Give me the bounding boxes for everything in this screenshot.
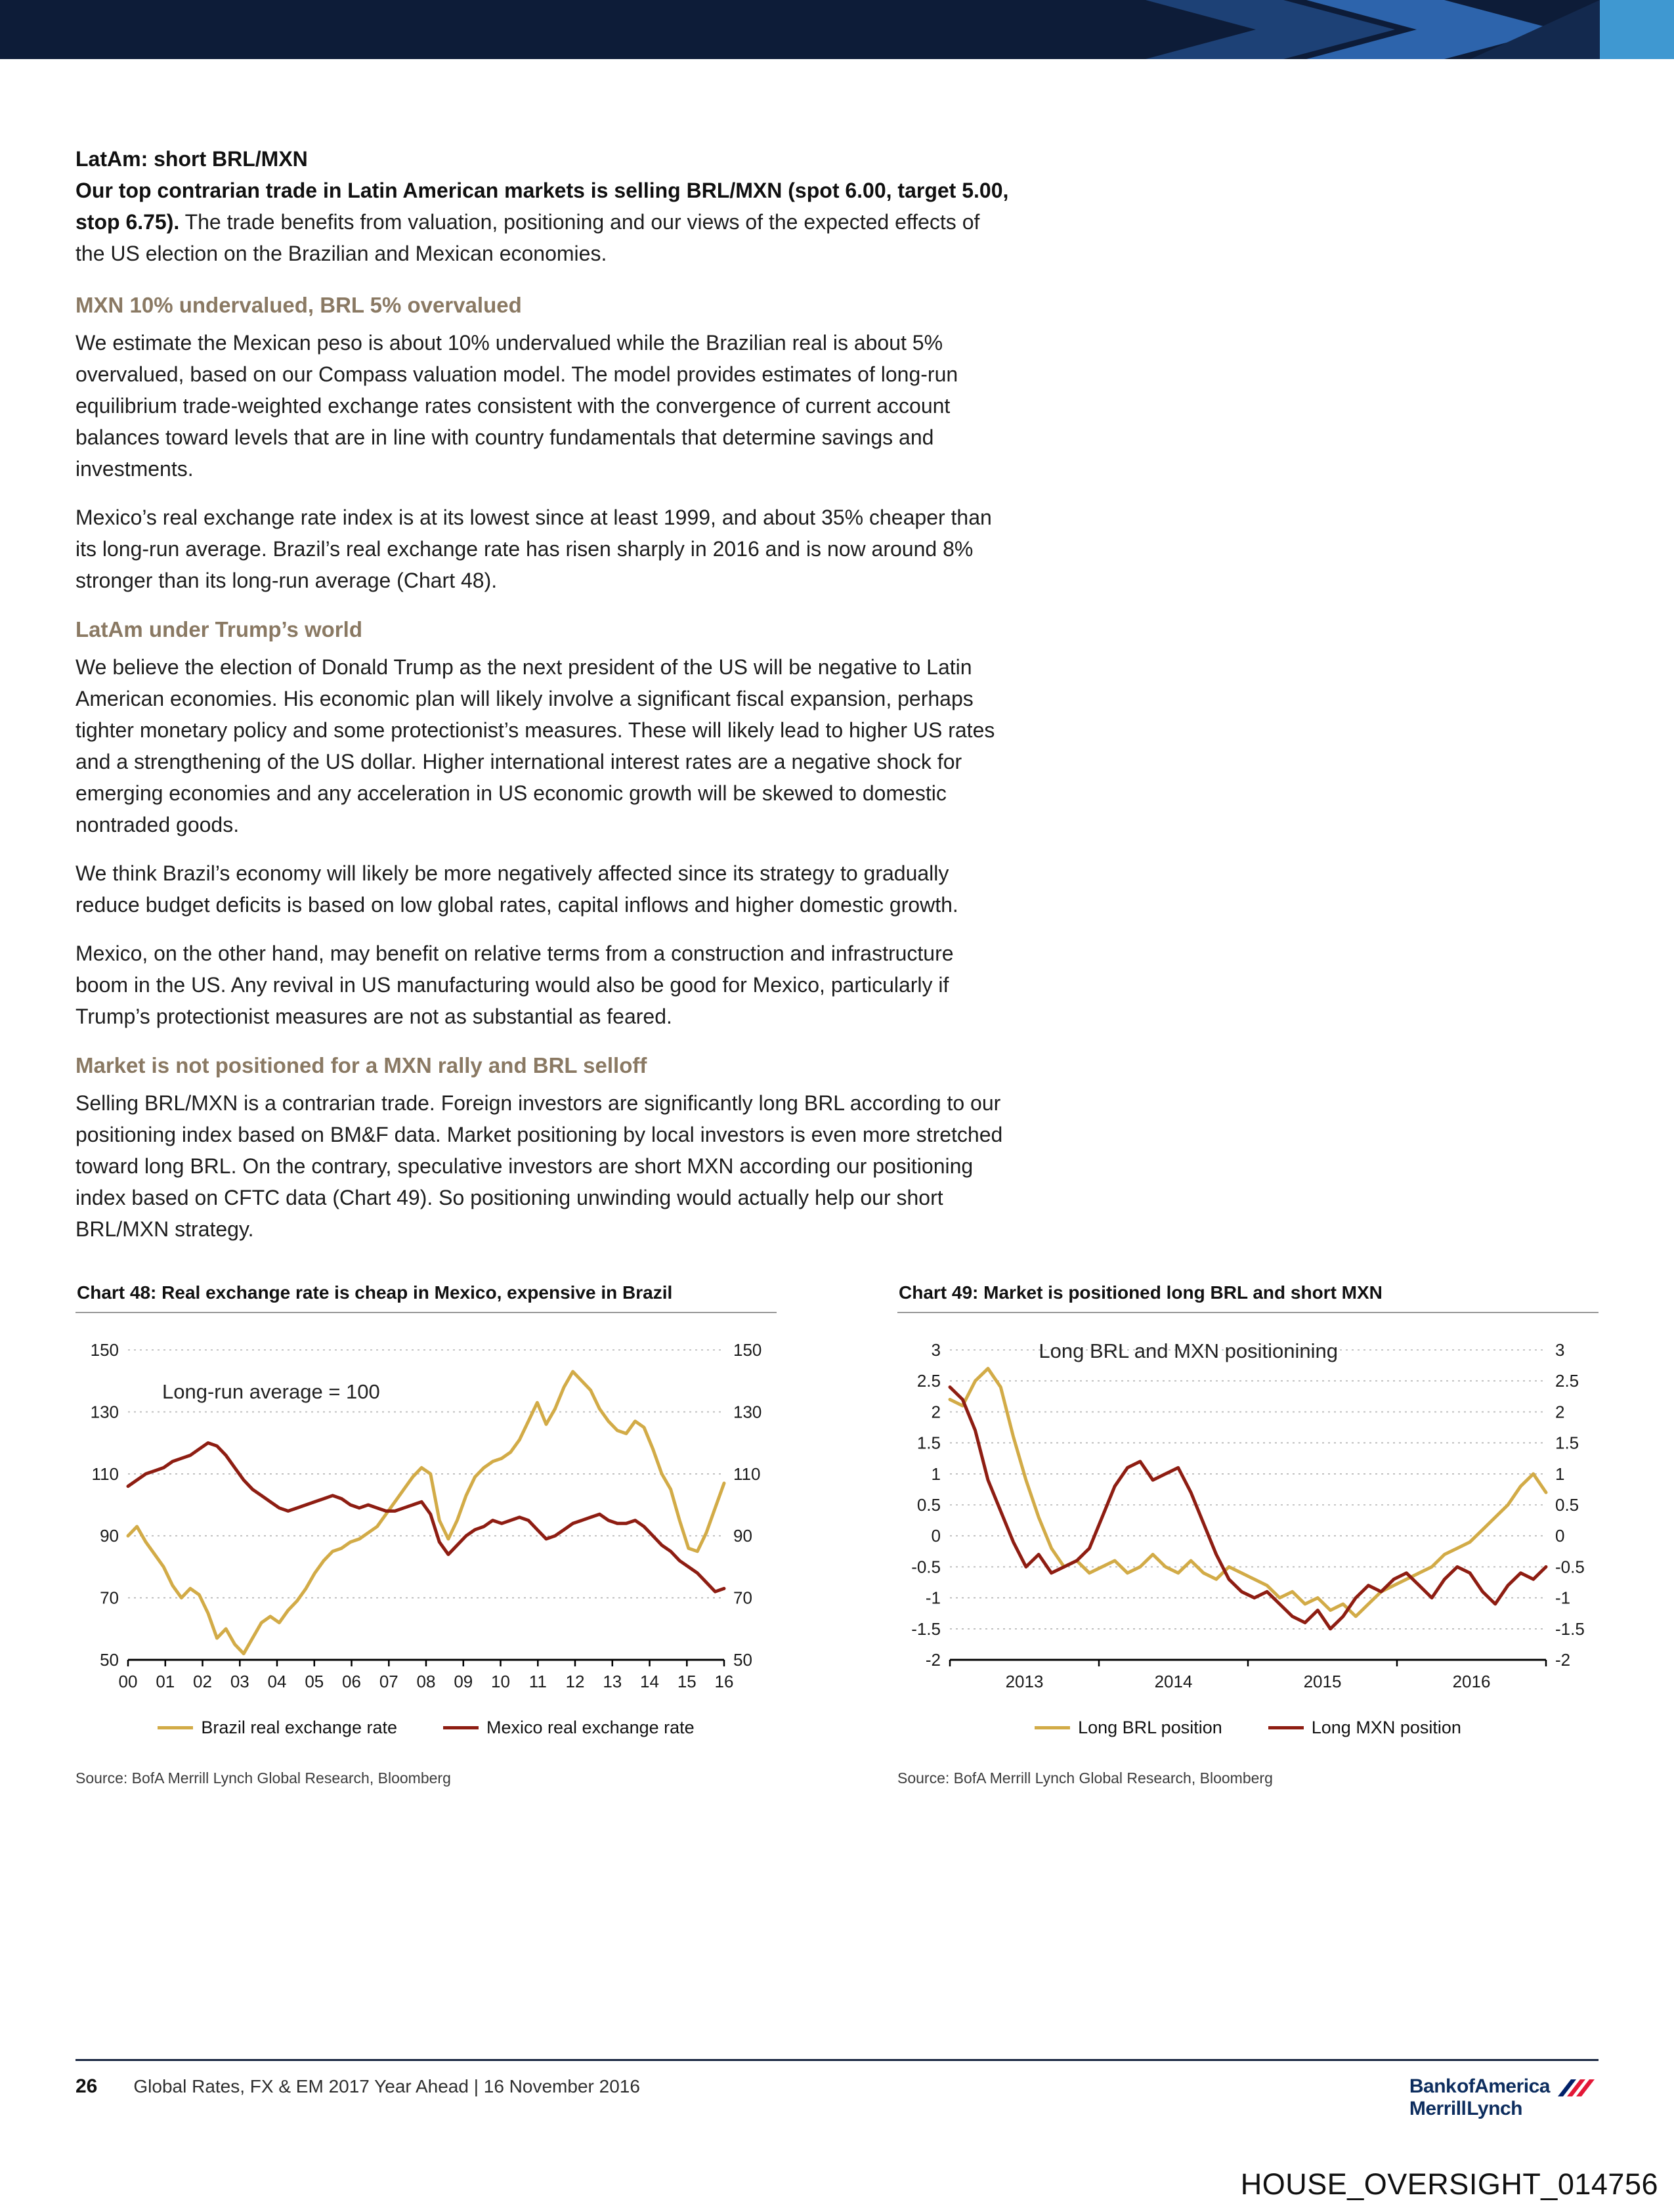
lead-paragraph <box>75 175 1011 269</box>
chart48-source: Source: BofA Merrill Lynch Global Research, Bloomberg <box>75 1769 451 1787</box>
svg-text:00: 00 <box>118 1672 138 1691</box>
svg-text:-1.5: -1.5 <box>911 1618 941 1639</box>
chart49-plot <box>897 1330 1599 1698</box>
svg-text:06: 06 <box>342 1672 361 1691</box>
svg-text:-2: -2 <box>1555 1650 1571 1670</box>
svg-text:05: 05 <box>305 1672 324 1691</box>
top-banner <box>0 0 1674 59</box>
svg-text:10: 10 <box>491 1672 510 1691</box>
chart-49 <box>897 1282 1599 1787</box>
page-content <box>0 59 1674 1787</box>
chart48-legend <box>75 1718 777 1738</box>
legend-item-brazil <box>158 1718 397 1738</box>
footer-title: Global Rates, FX & EM 2017 Year Ahead | 16 November 2016 <box>133 2076 640 2096</box>
paragraph: Mexico, on the other hand, may benefit on relative terms from a construction and infrastructure boom in the US. Any revival in US manufacturing would also be good for Mexico, particularly if Trump’s protectionist measures are not as substantial as feared. <box>75 942 954 1028</box>
svg-text:-0.5: -0.5 <box>911 1557 941 1577</box>
article-title: LatAm: short BRL/MXN <box>75 147 308 171</box>
brand-line2: Merrill Lynch <box>1409 2098 1522 2119</box>
charts-row <box>75 1282 1599 1787</box>
svg-text:130: 130 <box>733 1402 762 1422</box>
svg-text:Long BRL and MXN positionining: Long BRL and MXN positionining <box>1039 1339 1338 1362</box>
svg-text:01: 01 <box>156 1672 175 1691</box>
svg-text:70: 70 <box>100 1588 119 1608</box>
svg-text:2: 2 <box>931 1402 941 1422</box>
svg-text:14: 14 <box>640 1672 659 1691</box>
svg-text:3: 3 <box>1555 1340 1565 1360</box>
brand-wordmark <box>1409 2075 1550 2120</box>
legend-swatch-mexico <box>443 1726 479 1729</box>
bofa-flag-icon <box>1556 2075 1599 2102</box>
legend-swatch-long-mxn <box>1268 1726 1304 1729</box>
svg-text:150: 150 <box>733 1340 762 1360</box>
svg-text:-1: -1 <box>925 1588 941 1608</box>
svg-text:0.5: 0.5 <box>1555 1495 1579 1515</box>
svg-text:1: 1 <box>931 1464 941 1484</box>
chart48-plot <box>75 1330 777 1698</box>
page-footer <box>75 2059 1599 2120</box>
legend-label-long-mxn: Long MXN position <box>1311 1718 1461 1737</box>
section-positioning <box>75 1049 1011 1245</box>
svg-text:3: 3 <box>931 1340 941 1360</box>
chart48-title: Chart 48: Real exchange rate is cheap in Mexico, expensive in Brazil <box>75 1282 777 1313</box>
svg-text:Long-run average = 100: Long-run average = 100 <box>162 1380 380 1403</box>
page-number: 26 <box>75 2075 98 2097</box>
svg-text:70: 70 <box>733 1588 752 1608</box>
svg-text:2013: 2013 <box>1005 1672 1044 1691</box>
legend-swatch-brazil <box>158 1726 193 1729</box>
footer-left <box>75 2075 640 2098</box>
svg-text:50: 50 <box>733 1650 752 1670</box>
svg-text:-2: -2 <box>925 1650 941 1670</box>
svg-text:-0.5: -0.5 <box>1555 1557 1585 1577</box>
svg-text:1.5: 1.5 <box>916 1433 941 1453</box>
svg-text:16: 16 <box>714 1672 734 1691</box>
svg-text:1.5: 1.5 <box>1555 1433 1579 1453</box>
svg-text:130: 130 <box>90 1402 119 1422</box>
brand-line1: Bank of America <box>1409 2075 1550 2097</box>
svg-text:110: 110 <box>91 1464 119 1484</box>
svg-text:1: 1 <box>1555 1464 1565 1484</box>
svg-text:03: 03 <box>230 1672 249 1691</box>
legend-item-long-brl <box>1035 1718 1222 1738</box>
paragraph: Selling BRL/MXN is a contrarian trade. Foreign investors are significantly long BRL according to our positioning index based on BM&F data. Market positioning by local investors is even more stretched toward long BRL. On the contrary, speculative investors are short MXN according our positioning index based on CFTC data (Chart 49). So positioning unwinding would actually help our short BRL/MXN strategy. <box>75 1091 1003 1241</box>
section-valuation <box>75 289 1011 596</box>
chart49-legend <box>897 1718 1599 1738</box>
svg-text:11: 11 <box>528 1672 547 1691</box>
lead-regular-text: The trade benefits from valuation, positioning and our views of the expected effects of the US election on the Brazilian and Mexican economies. <box>75 210 980 265</box>
legend-label-mexico: Mexico real exchange rate <box>486 1718 695 1737</box>
svg-text:2016: 2016 <box>1452 1672 1491 1691</box>
legend-label-brazil: Brazil real exchange rate <box>201 1718 397 1737</box>
paragraph: We think Brazil’s economy will likely be more negatively affected since its strategy to gradually reduce budget deficits is based on low global rates, capital inflows and higher domestic growth. <box>75 861 958 917</box>
svg-text:2015: 2015 <box>1303 1672 1342 1691</box>
legend-swatch-long-brl <box>1035 1726 1070 1729</box>
watermark-text: HOUSE_OVERSIGHT_014756 <box>1240 2167 1658 2201</box>
lead-bold-text: Our top contrarian trade in Latin American markets is selling BRL/MXN (spot 6.00, target 5.00, stop 6.75). <box>75 179 1009 234</box>
svg-text:90: 90 <box>100 1526 119 1546</box>
banner-corner-square <box>1600 0 1674 59</box>
svg-text:12: 12 <box>565 1672 585 1691</box>
chart49-source: Source: BofA Merrill Lynch Global Research, Bloomberg <box>897 1769 1273 1787</box>
svg-text:0.5: 0.5 <box>916 1495 941 1515</box>
chart49-title: Chart 49: Market is positioned long BRL and short MXN <box>897 1282 1599 1313</box>
legend-label-long-brl: Long BRL position <box>1078 1718 1222 1737</box>
svg-text:150: 150 <box>90 1340 119 1360</box>
svg-text:90: 90 <box>733 1526 752 1546</box>
svg-text:15: 15 <box>677 1672 697 1691</box>
svg-text:2.5: 2.5 <box>916 1371 941 1391</box>
chart-48 <box>75 1282 777 1787</box>
paragraph: We estimate the Mexican peso is about 10% undervalued while the Brazilian real is about 5% overvalued, based on our Compass valuation model. The model provides estimates of long-run equilibrium trade-weighted exchange rates consistent with the convergence of current account balances toward levels that are in line with country fundamentals that determine savings and investments. <box>75 331 958 481</box>
legend-item-long-mxn <box>1268 1718 1461 1738</box>
section-heading-positioning: Market is not positioned for a MXN rally and BRL selloff <box>75 1053 647 1077</box>
section-heading-valuation: MXN 10% undervalued, BRL 5% overvalued <box>75 293 522 317</box>
svg-text:2.5: 2.5 <box>1555 1371 1579 1391</box>
svg-text:0: 0 <box>931 1526 941 1546</box>
paragraph: Mexico’s real exchange rate index is at its lowest since at least 1999, and about 35% cheaper than its long-run average. Brazil’s real exchange rate has risen sharply in 2016 and is now around 8% stronger than its long-run average (Chart 48). <box>75 506 992 592</box>
svg-text:08: 08 <box>416 1672 436 1691</box>
svg-text:09: 09 <box>454 1672 473 1691</box>
svg-text:110: 110 <box>733 1464 761 1484</box>
legend-item-mexico <box>443 1718 695 1738</box>
svg-text:02: 02 <box>193 1672 212 1691</box>
article-text-column <box>75 143 1011 1245</box>
svg-text:2: 2 <box>1555 1402 1565 1422</box>
svg-text:04: 04 <box>267 1672 287 1691</box>
svg-text:13: 13 <box>603 1672 622 1691</box>
svg-text:2014: 2014 <box>1154 1672 1193 1691</box>
section-trump-world <box>75 613 1011 1032</box>
section-heading-trump-world: LatAm under Trump’s world <box>75 617 362 641</box>
svg-text:07: 07 <box>379 1672 398 1691</box>
paragraph: We believe the election of Donald Trump as the next president of the US will be negative to Latin American economies. His economic plan will likely involve a significant fiscal expansion, perhaps tighter monetary policy and some protectionist’s measures. These will likely lead to higher US rates and a strengthening of the US dollar. Higher international interest rates are a negative shock for emerging economies and any acceleration in US economic growth will be skewed to domestic nontraded goods. <box>75 655 995 836</box>
svg-text:50: 50 <box>100 1650 119 1670</box>
svg-text:-1: -1 <box>1555 1588 1571 1608</box>
brand-logo <box>1409 2075 1599 2120</box>
svg-text:0: 0 <box>1555 1526 1565 1546</box>
svg-text:-1.5: -1.5 <box>1555 1618 1585 1639</box>
